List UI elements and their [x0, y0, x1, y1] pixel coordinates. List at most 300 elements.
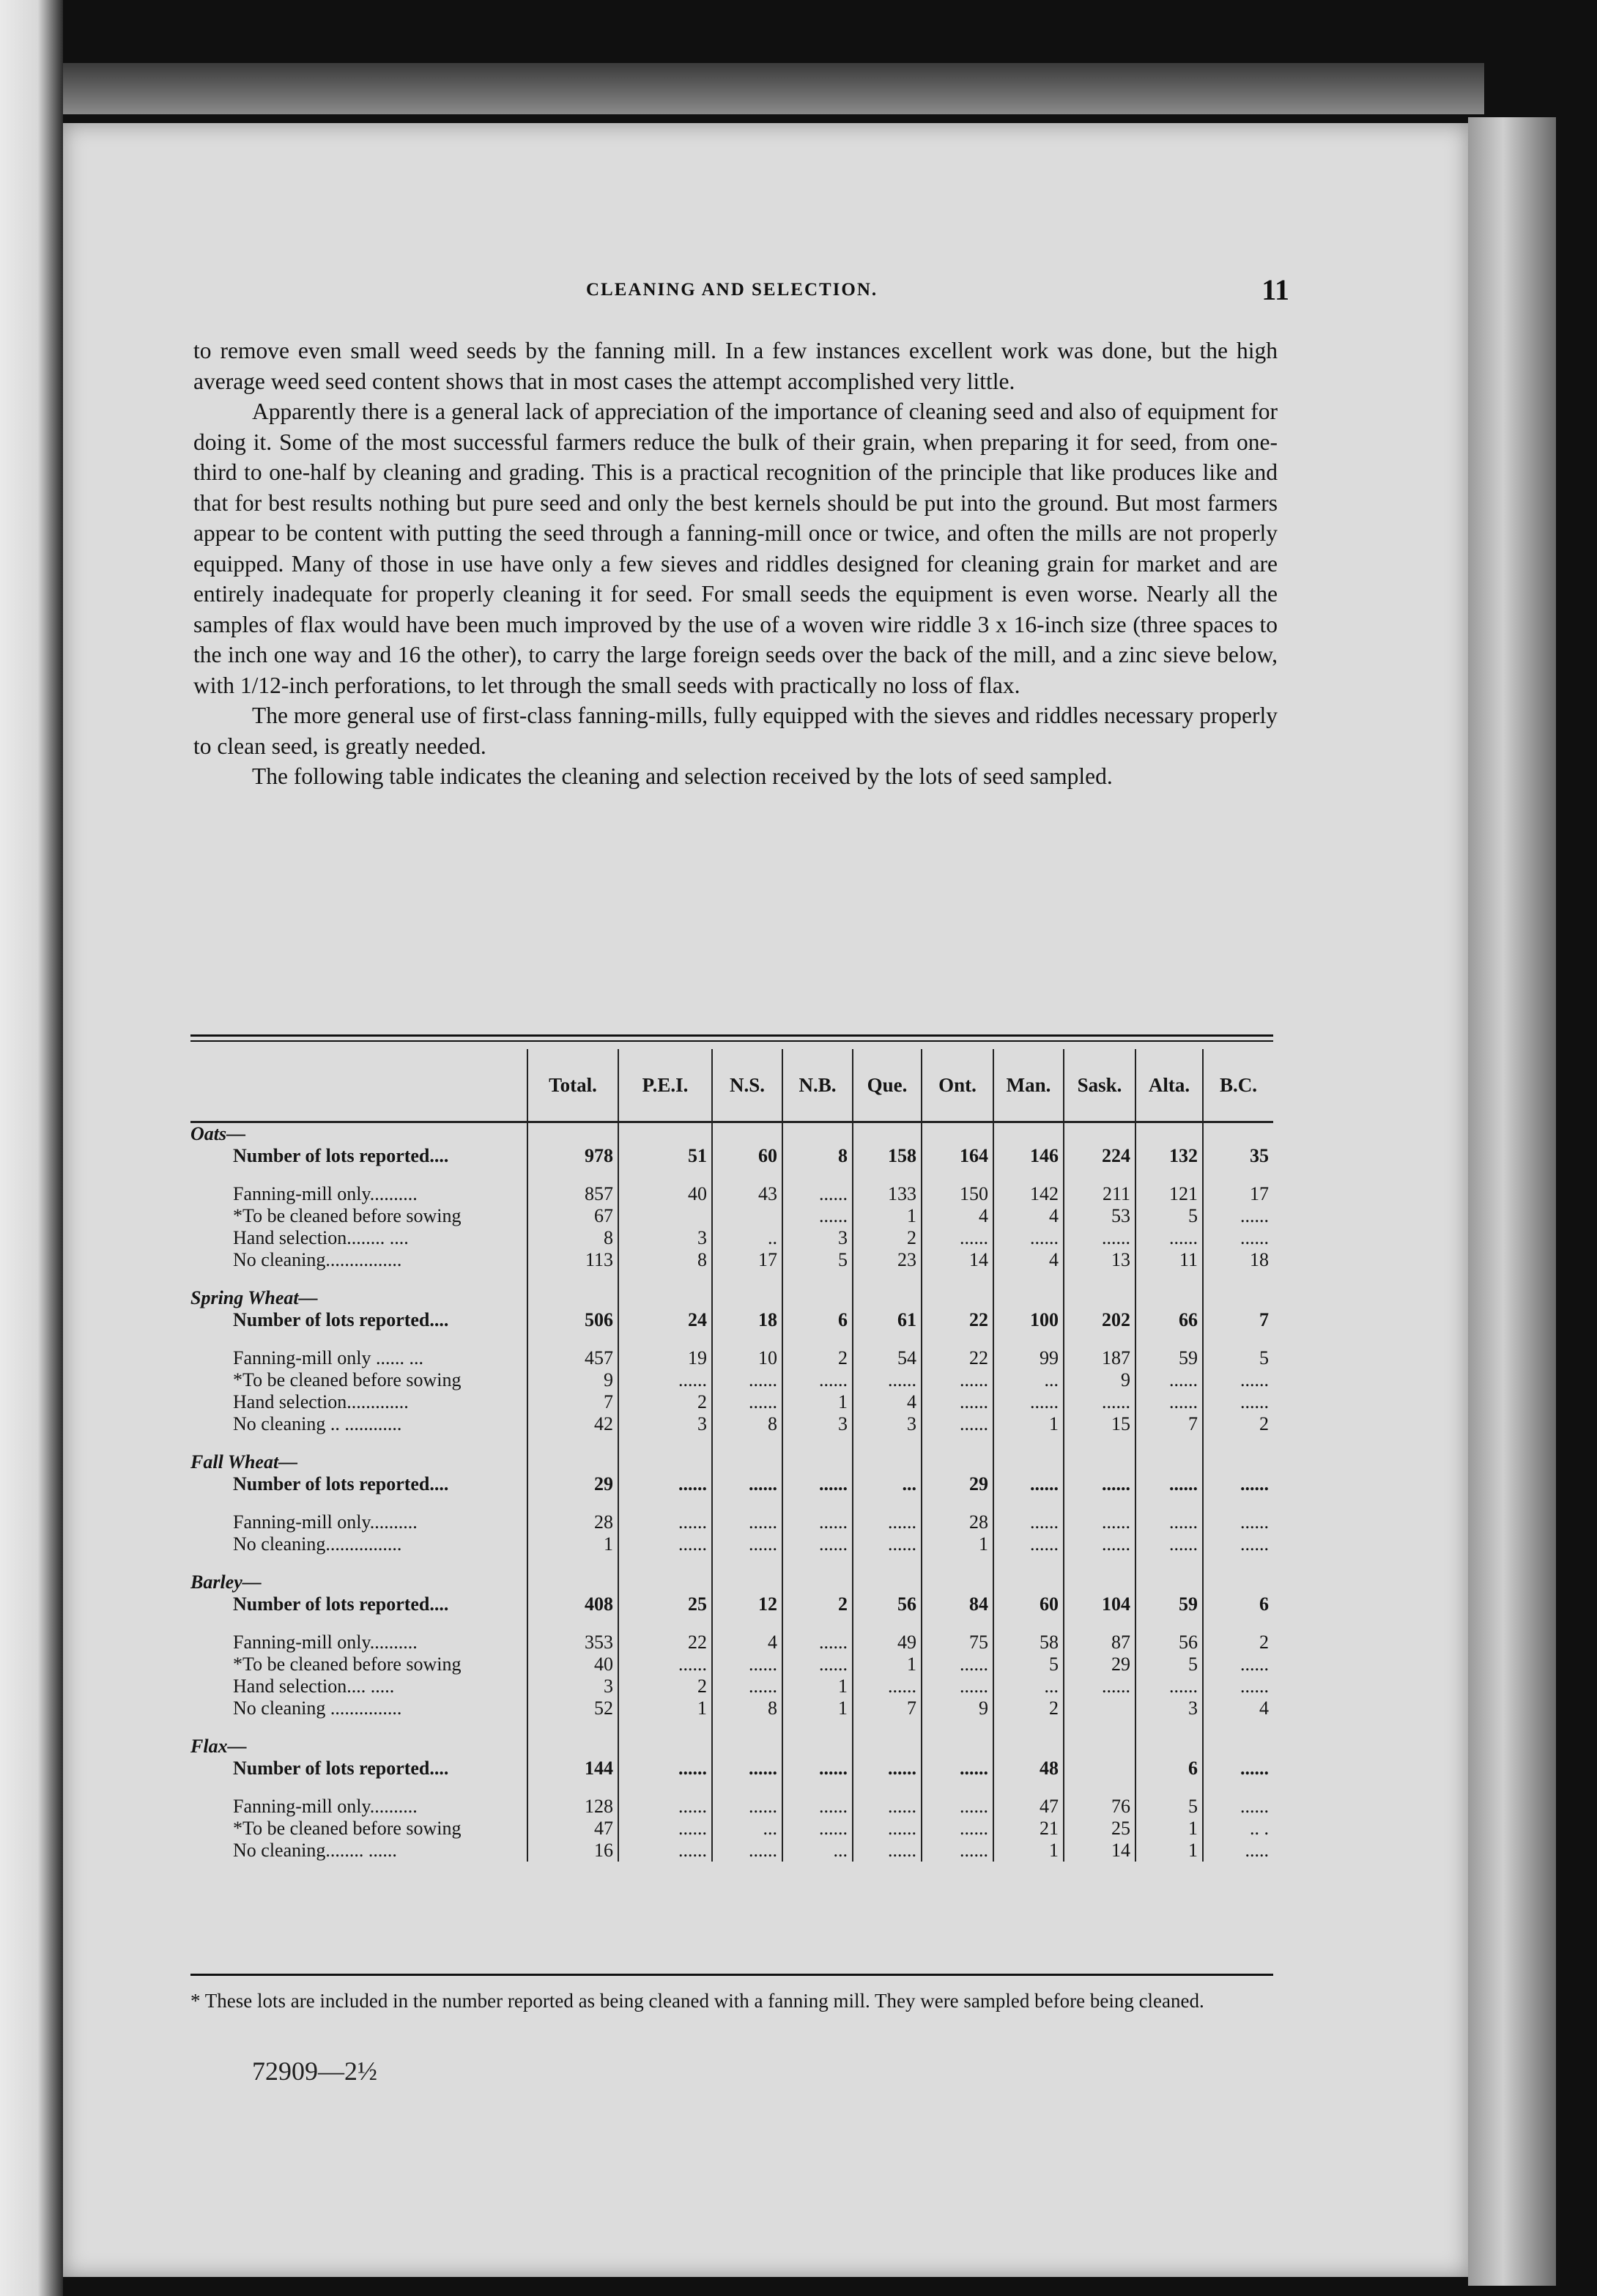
empty-cell	[1203, 1736, 1273, 1758]
table-cell: 1	[782, 1391, 853, 1413]
table-cell: ......	[1203, 1675, 1273, 1697]
table-cell: ......	[782, 1758, 853, 1780]
spacer-cell	[190, 1780, 527, 1796]
table-cell: 7	[1135, 1413, 1203, 1435]
table-cell: 12	[712, 1593, 782, 1615]
spacer-cell	[527, 1271, 618, 1287]
spacer-cell	[1135, 1331, 1203, 1347]
page-number: 11	[1261, 273, 1289, 306]
table-cell	[618, 1205, 712, 1227]
table-cell: 14	[1064, 1840, 1135, 1862]
table-spacer-row	[190, 1615, 1273, 1632]
table-cell: 1	[853, 1205, 922, 1227]
row-label: *To be cleaned before sowing	[233, 1369, 462, 1390]
table-body	[190, 1122, 1273, 1862]
table-cell: 1	[993, 1840, 1064, 1862]
table-cell: ......	[1064, 1511, 1135, 1533]
empty-cell	[1203, 1122, 1273, 1146]
table-row	[190, 1145, 1273, 1167]
table-cell: ......	[712, 1758, 782, 1780]
spacer-cell	[853, 1719, 922, 1736]
table-cell: ......	[853, 1840, 922, 1862]
col-header: B.C.	[1203, 1049, 1273, 1122]
table-cell: ...	[853, 1473, 922, 1495]
table-cell: ......	[853, 1369, 922, 1391]
table-cell: ......	[1203, 1369, 1273, 1391]
spacer-cell	[853, 1615, 922, 1632]
spacer-cell	[993, 1435, 1064, 1451]
table-cell: 13	[1064, 1249, 1135, 1271]
table-cell: 5	[1135, 1205, 1203, 1227]
empty-cell	[1135, 1287, 1203, 1309]
spacer-cell	[1135, 1167, 1203, 1183]
table-cell: 133	[853, 1183, 922, 1205]
spacer-cell	[993, 1615, 1064, 1632]
empty-cell	[1135, 1571, 1203, 1593]
spacer-cell	[993, 1719, 1064, 1736]
table-cell: 6	[782, 1309, 853, 1331]
empty-cell	[712, 1122, 782, 1146]
row-label: Fanning-mill only..........	[233, 1796, 418, 1817]
table-spacer-row	[190, 1167, 1273, 1183]
empty-cell	[1135, 1736, 1203, 1758]
table-cell: 144	[527, 1758, 618, 1780]
body-text	[193, 336, 1278, 792]
table-cell: 16	[527, 1840, 618, 1862]
empty-cell	[782, 1571, 853, 1593]
table-row	[190, 1675, 1273, 1697]
spacer-cell	[922, 1719, 993, 1736]
empty-cell	[1135, 1122, 1203, 1146]
empty-cell	[782, 1122, 853, 1146]
table-cell: 2	[618, 1675, 712, 1697]
row-label: Number of lots reported....	[233, 1593, 449, 1615]
spacer-cell	[527, 1435, 618, 1451]
spacer-cell	[618, 1719, 712, 1736]
table-cell: ......	[782, 1533, 853, 1555]
spacer-cell	[527, 1495, 618, 1511]
spacer-cell	[853, 1167, 922, 1183]
table-cell: 60	[993, 1593, 1064, 1615]
spacer-cell	[993, 1331, 1064, 1347]
table-cell: ......	[782, 1818, 853, 1840]
table-cell: 42	[527, 1413, 618, 1435]
table-cell: 104	[1064, 1593, 1135, 1615]
table-cell: 19	[618, 1347, 712, 1369]
table-cell: 25	[1064, 1818, 1135, 1840]
spacer-cell	[853, 1555, 922, 1571]
table-cell: ......	[1203, 1758, 1273, 1780]
empty-cell	[853, 1736, 922, 1758]
table-row	[190, 1205, 1273, 1227]
table-cell: 3	[527, 1675, 618, 1697]
table-cell: 18	[1203, 1249, 1273, 1271]
table-cell: 54	[853, 1347, 922, 1369]
table-cell	[1064, 1758, 1135, 1780]
table-spacer-row	[190, 1435, 1273, 1451]
table-cell: 59	[1135, 1347, 1203, 1369]
table-cell: ......	[1135, 1369, 1203, 1391]
empty-cell	[527, 1451, 618, 1473]
table-cell: 11	[1135, 1249, 1203, 1271]
table-category-row	[190, 1451, 1273, 1473]
table-row	[190, 1413, 1273, 1435]
spacer-cell	[712, 1719, 782, 1736]
spacer-cell	[618, 1167, 712, 1183]
table-cell: ......	[618, 1369, 712, 1391]
table-cell: 2	[853, 1227, 922, 1249]
table-cell: ......	[782, 1205, 853, 1227]
page-header	[190, 273, 1289, 309]
spacer-cell	[1064, 1271, 1135, 1287]
spacer-cell	[712, 1555, 782, 1571]
scan-right-edge	[1468, 117, 1556, 2286]
table-cell: .. .	[1203, 1818, 1273, 1840]
table-cell: 7	[1203, 1309, 1273, 1331]
table-cell: ......	[782, 1511, 853, 1533]
table-category-row	[190, 1122, 1273, 1146]
row-label: Number of lots reported....	[233, 1145, 449, 1166]
table-cell: ......	[782, 1369, 853, 1391]
spacer-cell	[782, 1615, 853, 1632]
table-cell: 100	[993, 1309, 1064, 1331]
table-cell: ......	[618, 1473, 712, 1495]
col-header: N.S.	[712, 1049, 782, 1122]
table-row	[190, 1249, 1273, 1271]
spacer-cell	[922, 1555, 993, 1571]
empty-cell	[922, 1736, 993, 1758]
spacer-cell	[1203, 1495, 1273, 1511]
table-cell: ......	[853, 1758, 922, 1780]
table-cell: 28	[527, 1511, 618, 1533]
table-row	[190, 1796, 1273, 1818]
table-cell: 2	[782, 1593, 853, 1615]
table-cell: ......	[922, 1818, 993, 1840]
table-cell: 2	[993, 1697, 1064, 1719]
col-header: Man.	[993, 1049, 1064, 1122]
table-cell: 75	[922, 1632, 993, 1654]
spacer-cell	[993, 1271, 1064, 1287]
table-spacer-row	[190, 1495, 1273, 1511]
table-cell: 113	[527, 1249, 618, 1271]
table-cell: 47	[993, 1796, 1064, 1818]
table-cell: 9	[1064, 1369, 1135, 1391]
table-cell: ......	[782, 1632, 853, 1654]
table-cell: ......	[618, 1818, 712, 1840]
table-cell: ......	[1135, 1533, 1203, 1555]
table-cell: 187	[1064, 1347, 1135, 1369]
empty-cell	[527, 1287, 618, 1309]
spacer-cell	[782, 1495, 853, 1511]
spacer-cell	[1064, 1555, 1135, 1571]
table-cell: 28	[922, 1511, 993, 1533]
spacer-cell	[1064, 1780, 1135, 1796]
table-cell: 857	[527, 1183, 618, 1205]
table-row	[190, 1391, 1273, 1413]
col-header: N.B.	[782, 1049, 853, 1122]
spacer-cell	[190, 1271, 527, 1287]
spacer-cell	[1203, 1271, 1273, 1287]
table-cell: 408	[527, 1593, 618, 1615]
empty-cell	[782, 1287, 853, 1309]
table-cell: 3	[618, 1413, 712, 1435]
empty-cell	[1064, 1736, 1135, 1758]
row-label: *To be cleaned before sowing	[233, 1654, 462, 1675]
table-cell: 25	[618, 1593, 712, 1615]
table-cell: ......	[1064, 1675, 1135, 1697]
table-cell: 76	[1064, 1796, 1135, 1818]
empty-cell	[993, 1122, 1064, 1146]
table-cell: ......	[1203, 1654, 1273, 1675]
category-label: Flax—	[190, 1736, 247, 1757]
row-label: Fanning-mill only..........	[233, 1511, 418, 1533]
signature-mark: 72909—2½	[252, 2056, 377, 2086]
spacer-cell	[1135, 1719, 1203, 1736]
spacer-cell	[922, 1271, 993, 1287]
table-spacer-row	[190, 1331, 1273, 1347]
table-cell: 9	[527, 1369, 618, 1391]
spacer-cell	[190, 1615, 527, 1632]
empty-cell	[922, 1287, 993, 1309]
table-cell: 457	[527, 1347, 618, 1369]
table-cell: ...	[782, 1840, 853, 1862]
row-label: No cleaning........ ......	[233, 1840, 397, 1861]
spacer-cell	[1135, 1780, 1203, 1796]
table-cell: 15	[1064, 1413, 1135, 1435]
spacer-cell	[1135, 1555, 1203, 1571]
spacer-cell	[712, 1615, 782, 1632]
table-bottom-rule	[190, 1974, 1273, 1976]
empty-cell	[853, 1122, 922, 1146]
spacer-cell	[1064, 1719, 1135, 1736]
spacer-cell	[527, 1780, 618, 1796]
table-cell: ......	[1203, 1473, 1273, 1495]
table-cell: 48	[993, 1758, 1064, 1780]
table-cell: 43	[712, 1183, 782, 1205]
table-cell: 2	[782, 1347, 853, 1369]
category-label: Spring Wheat—	[190, 1287, 318, 1308]
row-label: No cleaning ...............	[233, 1697, 402, 1719]
empty-cell	[993, 1287, 1064, 1309]
table-cell: 506	[527, 1309, 618, 1331]
empty-cell	[782, 1451, 853, 1473]
table-category-row	[190, 1287, 1273, 1309]
table-cell: 1	[782, 1675, 853, 1697]
spacer-cell	[527, 1719, 618, 1736]
table-cell: 4	[853, 1391, 922, 1413]
empty-cell	[853, 1451, 922, 1473]
table-cell: 67	[527, 1205, 618, 1227]
spacer-cell	[1064, 1495, 1135, 1511]
table-cell: 29	[527, 1473, 618, 1495]
table-row	[190, 1632, 1273, 1654]
table-cell: ......	[1135, 1675, 1203, 1697]
table-cell: 22	[618, 1632, 712, 1654]
spacer-cell	[190, 1495, 527, 1511]
scan-top-edge	[63, 63, 1484, 114]
table-cell: 128	[527, 1796, 618, 1818]
spacer-cell	[1203, 1167, 1273, 1183]
row-label: *To be cleaned before sowing	[233, 1818, 462, 1839]
spacer-cell	[922, 1331, 993, 1347]
table-cell: ......	[712, 1533, 782, 1555]
table-cell: ......	[618, 1533, 712, 1555]
table-cell: 5	[1203, 1347, 1273, 1369]
spacer-cell	[712, 1271, 782, 1287]
table-cell: ......	[618, 1654, 712, 1675]
empty-cell	[853, 1571, 922, 1593]
table-cell: 59	[1135, 1593, 1203, 1615]
table-cell: 3	[782, 1227, 853, 1249]
spacer-cell	[922, 1615, 993, 1632]
table-cell: 8	[712, 1697, 782, 1719]
spacer-cell	[782, 1719, 853, 1736]
table-cell: 87	[1064, 1632, 1135, 1654]
table-cell: ......	[618, 1511, 712, 1533]
spacer-cell	[1203, 1555, 1273, 1571]
table-cell: 150	[922, 1183, 993, 1205]
table-cell: 6	[1135, 1758, 1203, 1780]
table-cell: 5	[993, 1654, 1064, 1675]
table-cell: ......	[1064, 1533, 1135, 1555]
paragraph-2: Apparently there is a general lack of appreciation of the importance of cleaning seed and also of equipment for doing it. Some of the most successful farmers reduce the bulk of their grain, when preparing it for seed, from one-third to one-half by cleaning and grading. This is a practical recognition of the principle that like produces like and that for best results nothing but pure seed and only the best kernels should be put into the ground. But most farmers appear to be content with putting the seed through a fanning-mill once or twice, and often the mills are not properly equipped. Many of those in use have only a few sieves and riddles designed for cleaning grain for market and are entirely inadequate for properly cleaning it for seed. For small seeds the equipment is even worse. Nearly all the samples of flax would have been much improved by the use of a woven wire riddle 3 x 16-inch size (three spaces to the inch one way and 16 the other), to carry the large foreign seeds over the back of the mill, and a zinc sieve below, with 1/12-inch perforations, to let through the small seeds with practically no loss of flax.	[193, 399, 1278, 698]
table-top-rule	[190, 1034, 1273, 1037]
table-cell: ......	[853, 1511, 922, 1533]
table-cell: 3	[782, 1413, 853, 1435]
table-cell: ......	[993, 1511, 1064, 1533]
table-cell: 1	[527, 1533, 618, 1555]
spacer-cell	[1064, 1331, 1135, 1347]
row-label: Hand selection.... .....	[233, 1675, 395, 1697]
table-cell: ......	[853, 1533, 922, 1555]
spacer-cell	[782, 1435, 853, 1451]
table-cell: 52	[527, 1697, 618, 1719]
spacer-cell	[618, 1495, 712, 1511]
empty-cell	[712, 1451, 782, 1473]
spacer-cell	[190, 1331, 527, 1347]
spacer-cell	[712, 1435, 782, 1451]
table-row	[190, 1654, 1273, 1675]
table-row	[190, 1473, 1273, 1495]
table-cell: 61	[853, 1309, 922, 1331]
paragraph-1: to remove even small weed seeds by the fanning mill. In a few instances excellent work was done, but the high average weed seed content shows that in most cases the attempt accomplished very little.	[193, 338, 1278, 394]
empty-cell	[993, 1571, 1064, 1593]
table-cell: 22	[922, 1347, 993, 1369]
row-label: *To be cleaned before sowing	[233, 1205, 462, 1226]
table-row	[190, 1533, 1273, 1555]
table-cell: ......	[712, 1391, 782, 1413]
table-cell: 40	[618, 1183, 712, 1205]
row-label: Fanning-mill only..........	[233, 1183, 418, 1204]
cleaning-selection-table	[190, 1049, 1273, 1862]
spacer-cell	[527, 1167, 618, 1183]
table-cell: 164	[922, 1145, 993, 1167]
table-cell: 4	[993, 1249, 1064, 1271]
table-cell: 224	[1064, 1145, 1135, 1167]
spacer-cell	[853, 1780, 922, 1796]
col-header: Ont.	[922, 1049, 993, 1122]
spacer-cell	[527, 1615, 618, 1632]
spacer-cell	[1064, 1435, 1135, 1451]
table-row	[190, 1697, 1273, 1719]
table-cell: 978	[527, 1145, 618, 1167]
spacer-cell	[853, 1495, 922, 1511]
col-header: Sask.	[1064, 1049, 1135, 1122]
table-cell: ......	[1064, 1227, 1135, 1249]
category-label: Barley—	[190, 1571, 262, 1593]
spacer-cell	[922, 1495, 993, 1511]
spacer-cell	[618, 1615, 712, 1632]
table-cell: 49	[853, 1632, 922, 1654]
spacer-cell	[853, 1435, 922, 1451]
table-cell: 35	[1203, 1145, 1273, 1167]
table-cell: 22	[922, 1309, 993, 1331]
spacer-cell	[922, 1167, 993, 1183]
table-cell: 29	[922, 1473, 993, 1495]
table-cell: 3	[618, 1227, 712, 1249]
empty-cell	[618, 1122, 712, 1146]
col-header: Alta.	[1135, 1049, 1203, 1122]
spacer-cell	[922, 1780, 993, 1796]
spacer-cell	[993, 1555, 1064, 1571]
table-cell: .....	[1203, 1840, 1273, 1862]
empty-cell	[1203, 1287, 1273, 1309]
spacer-cell	[1064, 1615, 1135, 1632]
table-row	[190, 1511, 1273, 1533]
table-cell: 5	[1135, 1654, 1203, 1675]
table-cell: ......	[922, 1654, 993, 1675]
spacer-cell	[712, 1167, 782, 1183]
table-cell: ......	[712, 1796, 782, 1818]
spacer-cell	[527, 1555, 618, 1571]
table-cell: ......	[1135, 1473, 1203, 1495]
spacer-cell	[712, 1495, 782, 1511]
row-label: No cleaning .. ............	[233, 1413, 402, 1434]
table-cell: 40	[527, 1654, 618, 1675]
table-cell	[712, 1205, 782, 1227]
table-cell: 17	[1203, 1183, 1273, 1205]
empty-cell	[782, 1736, 853, 1758]
empty-cell	[527, 1122, 618, 1146]
table-cell: ......	[853, 1675, 922, 1697]
table-cell: 3	[1135, 1697, 1203, 1719]
table-cell: ......	[922, 1675, 993, 1697]
spacer-cell	[618, 1271, 712, 1287]
table-cell: 1	[922, 1533, 993, 1555]
table-cell: ......	[782, 1654, 853, 1675]
table-cell: ......	[1203, 1391, 1273, 1413]
spacer-cell	[993, 1780, 1064, 1796]
col-header: Que.	[853, 1049, 922, 1122]
spacer-cell	[712, 1331, 782, 1347]
table-cell: ......	[1203, 1511, 1273, 1533]
table-cell: ......	[712, 1473, 782, 1495]
table-cell: 4	[1203, 1697, 1273, 1719]
table-cell: ......	[712, 1840, 782, 1862]
table-category-row	[190, 1571, 1273, 1593]
table-row	[190, 1818, 1273, 1840]
table-cell: 84	[922, 1593, 993, 1615]
category-label: Fall Wheat—	[190, 1451, 298, 1473]
spacer-cell	[1135, 1615, 1203, 1632]
table-cell: ......	[993, 1391, 1064, 1413]
row-label: Number of lots reported....	[233, 1473, 449, 1495]
table-cell: 5	[1135, 1796, 1203, 1818]
spacer-cell	[618, 1555, 712, 1571]
table-cell: 7	[527, 1391, 618, 1413]
spacer-cell	[618, 1331, 712, 1347]
table-row	[190, 1369, 1273, 1391]
